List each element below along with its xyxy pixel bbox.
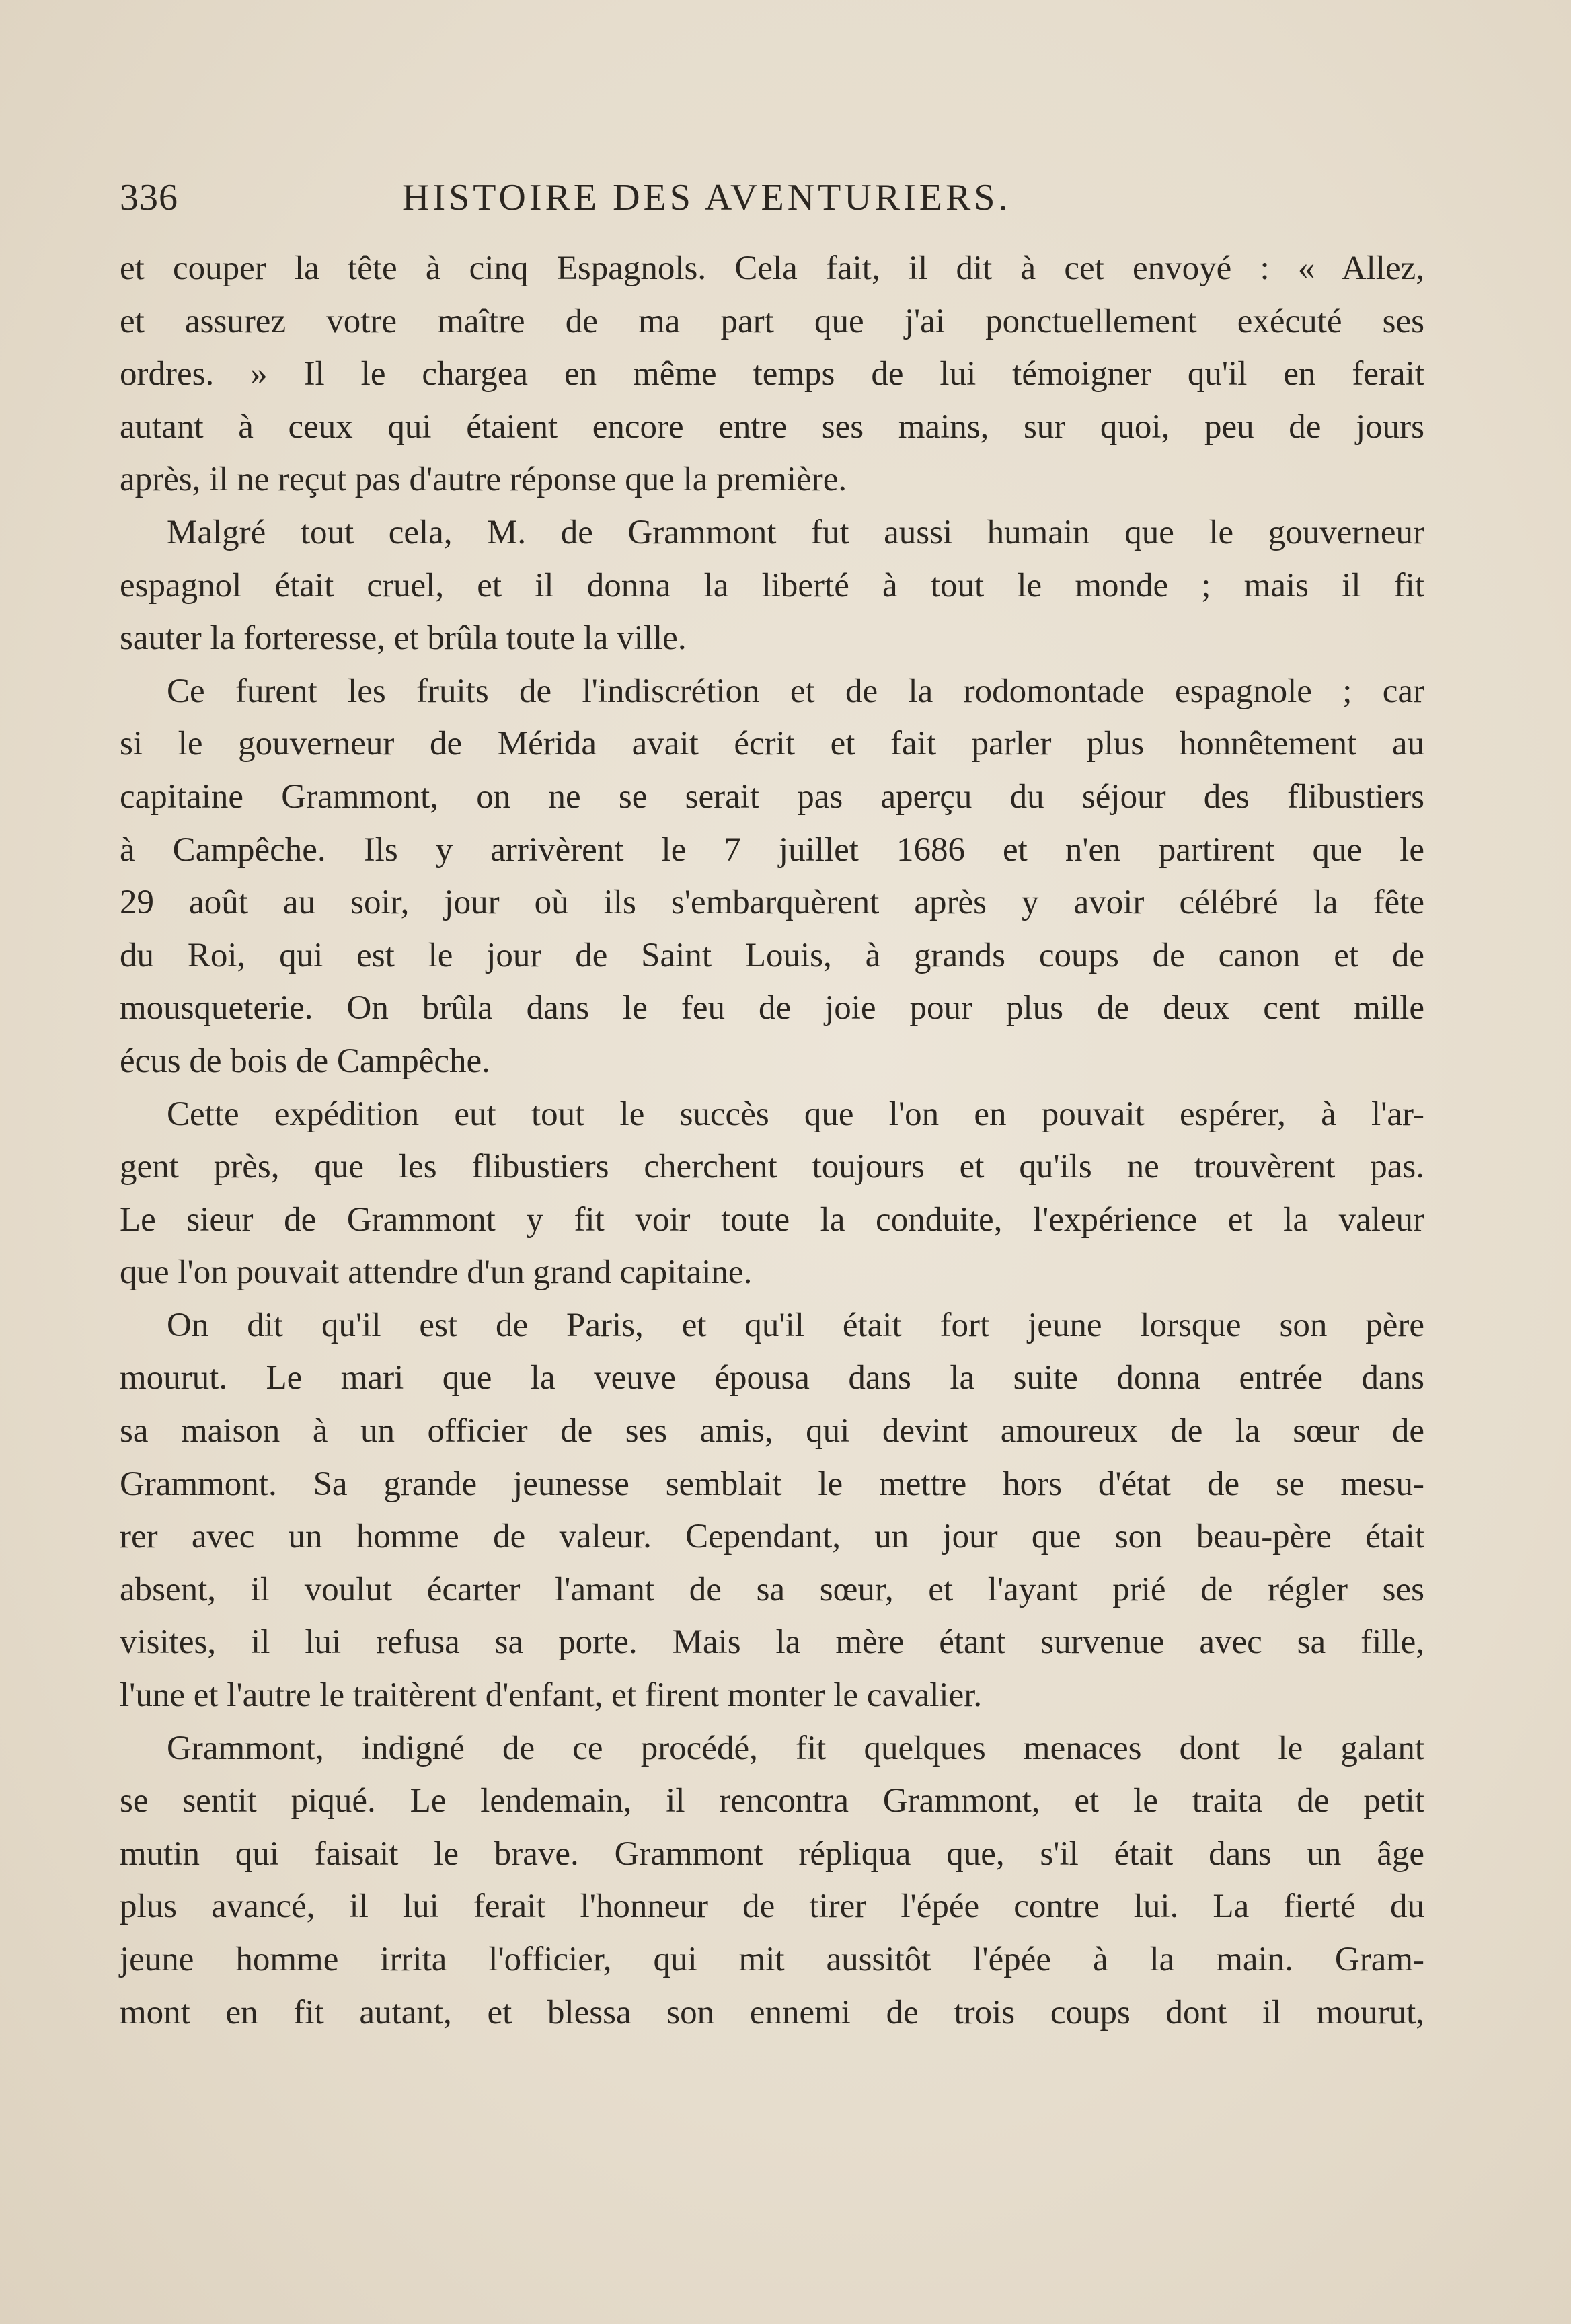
- text-line: gent près, que les flibustiers cherchent toujours et qu'ils ne trouvèrent pas.: [120, 1148, 1424, 1186]
- text-line: capitaine Grammont, on ne se serait pas aperçu du séjour des flibustiers: [120, 777, 1424, 816]
- text-line: si le gouverneur de Mérida avait écrit et fait parler plus honnêtement au: [120, 725, 1424, 763]
- paragraph-first-line: Grammont, indigné de ce procédé, fit quelques menaces dont le galant: [167, 1729, 1424, 1767]
- text-line: plus avancé, il lui ferait l'honneur de tirer l'épée contre lui. La fierté du: [120, 1888, 1424, 1926]
- text-line: Le sieur de Grammont y fit voir toute la conduite, l'expérience et la valeur: [120, 1200, 1424, 1239]
- text-line: l'une et l'autre le traitèrent d'enfant, et firent monter le cavalier.: [120, 1676, 983, 1715]
- text-line: et couper la tête à cinq Espagnols. Cela fait, il dit à cet envoyé : « Allez,: [120, 249, 1424, 287]
- text-line: 29 août au soir, jour où ils s'embarquèrent après y avoir célébré la fête: [120, 884, 1424, 922]
- text-line: rer avec un homme de valeur. Cependant, un jour que son beau-père était: [120, 1518, 1424, 1556]
- text-line: mousqueterie. On brûla dans le feu de joie pour plus de deux cent mille: [120, 989, 1424, 1028]
- page-number: 336: [120, 177, 178, 219]
- text-line: sa maison à un officier de ses amis, qui devint amoureux de la sœur de: [120, 1412, 1424, 1450]
- text-line: sauter la forteresse, et brûla toute la ville.: [120, 619, 687, 658]
- page-header: [120, 176, 1424, 230]
- paragraph-first-line: Ce furent les fruits de l'indiscrétion et de la rodomontade espagnole ; car: [167, 672, 1424, 710]
- text-line: Grammont. Sa grande jeunesse semblait le mettre hors d'état de se mesu-: [120, 1465, 1424, 1503]
- text-line: mutin qui faisait le brave. Grammont répliqua que, s'il était dans un âge: [120, 1834, 1424, 1873]
- text-line: ordres. » Il le chargea en même temps de lui témoigner qu'il en ferait: [120, 355, 1424, 393]
- text-line: autant à ceux qui étaient encore entre ses mains, sur quoi, peu de jours: [120, 408, 1424, 446]
- text-line: que l'on pouvait attendre d'un grand capitaine.: [120, 1253, 753, 1292]
- text-line: visites, il lui refusa sa porte. Mais la mère étant survenue avec sa fille,: [120, 1623, 1424, 1662]
- text-line: et assurez votre maître de ma part que j'ai ponctuellement exécuté ses: [120, 302, 1424, 340]
- text-line: se sentit piqué. Le lendemain, il rencontra Grammont, et le traita de petit: [120, 1782, 1424, 1820]
- text-line: à Campêche. Ils y arrivèrent le 7 juillet 1686 et n'en partirent que le: [120, 830, 1424, 869]
- text-line: absent, il voulut écarter l'amant de sa sœur, et l'ayant prié de régler ses: [120, 1570, 1424, 1609]
- text-line: jeune homme irrita l'officier, qui mit aussitôt l'épée à la main. Gram-: [120, 1941, 1424, 1978]
- text-line: mont en fit autant, et blessa son ennemi de trois coups dont il mourut,: [120, 1993, 1424, 2031]
- paragraph-first-line: Cette expédition eut tout le succès que l'on en pouvait espérer, à l'ar-: [167, 1095, 1424, 1133]
- text-line: mourut. Le mari que la veuve épousa dans la suite donna entrée dans: [120, 1359, 1424, 1397]
- text-line: du Roi, qui est le jour de Saint Louis, à grands coups de canon et de: [120, 936, 1424, 974]
- text-line: après, il ne reçut pas d'autre réponse que la première.: [120, 461, 847, 499]
- body-text: [120, 242, 1424, 2039]
- text-line: espagnol était cruel, et il donna la liberté à tout le monde ; mais il fit: [120, 566, 1424, 605]
- running-title: HISTOIRE DES AVENTURIERS.: [402, 177, 1011, 219]
- text-line: écus de bois de Campêche.: [120, 1042, 490, 1080]
- paragraph-first-line: On dit qu'il est de Paris, et qu'il était fort jeune lorsque son père: [167, 1306, 1424, 1344]
- paragraph-first-line: Malgré tout cela, M. de Grammont fut aussi humain que le gouverneur: [167, 513, 1424, 551]
